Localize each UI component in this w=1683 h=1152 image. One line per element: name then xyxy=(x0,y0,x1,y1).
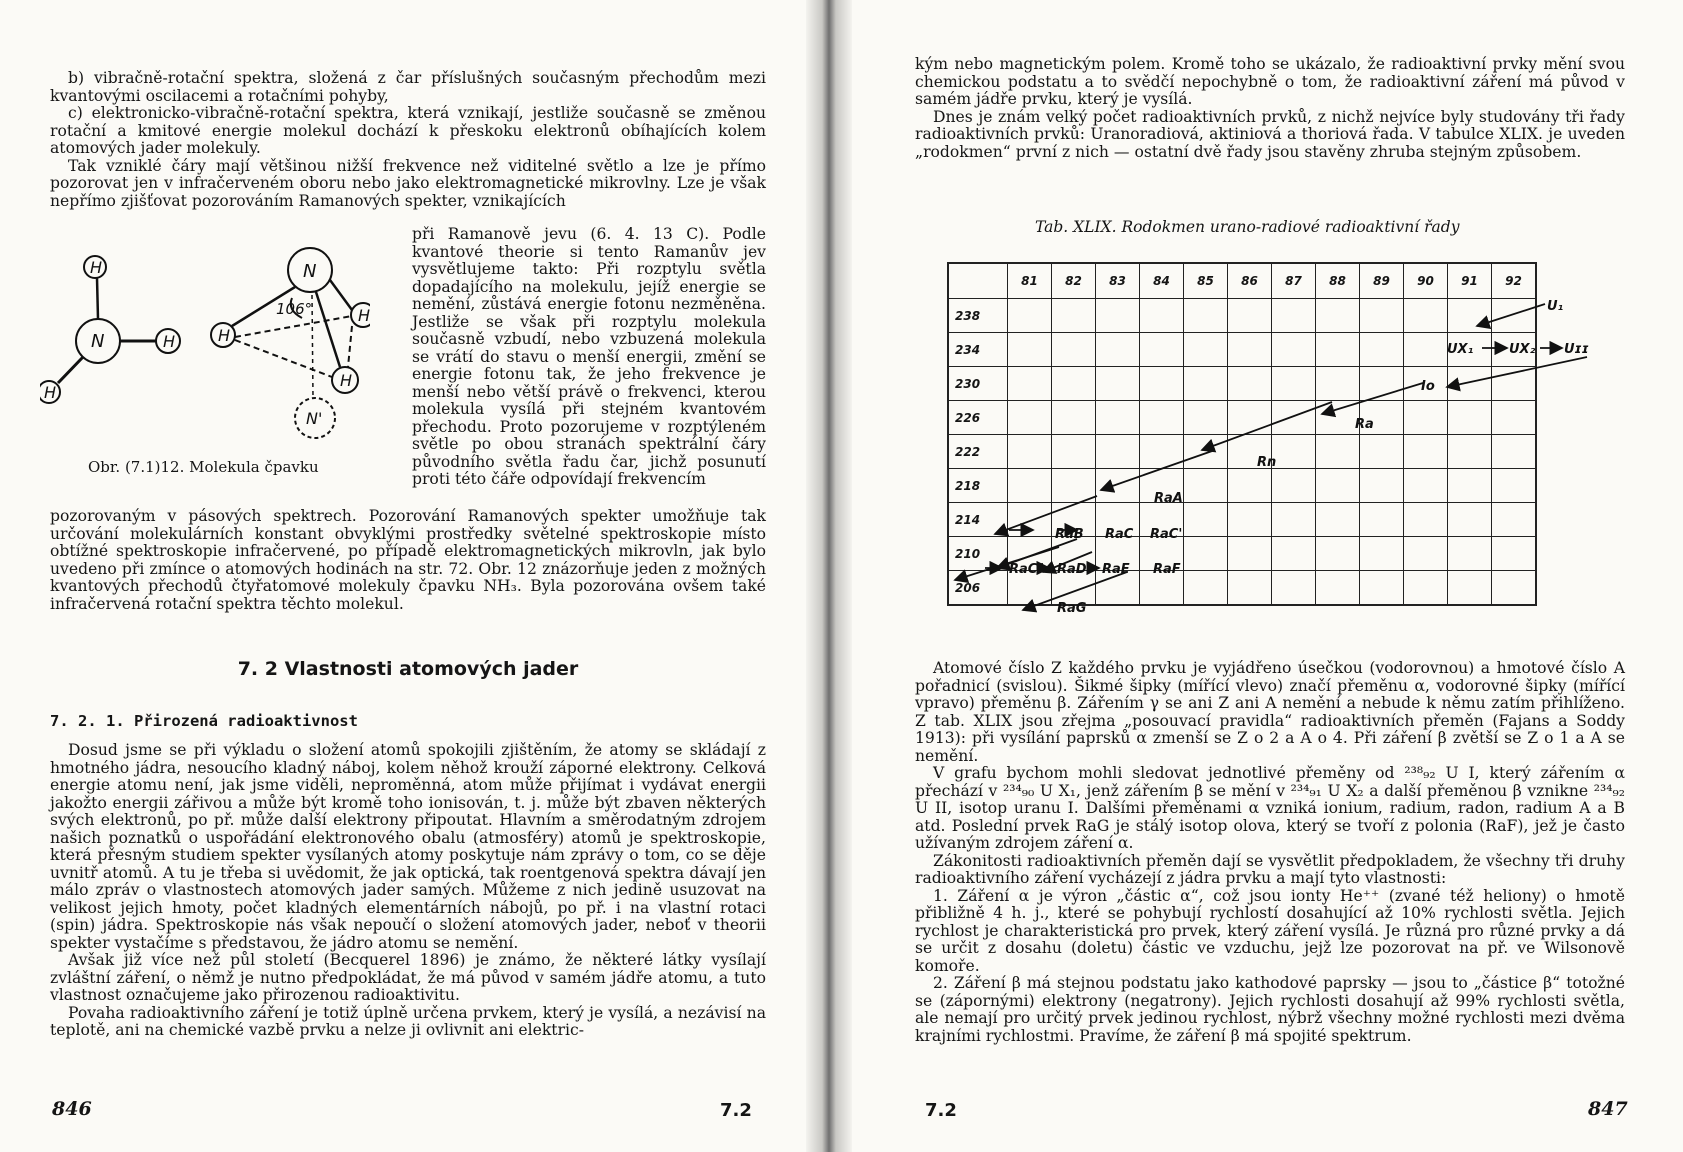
table-row xyxy=(948,299,1536,333)
nuclide-label: Ra xyxy=(1355,417,1374,432)
table-corner xyxy=(948,263,1008,299)
row-header: 222 xyxy=(948,435,1008,469)
paragraph: 1. Záření α je výron „částic α“, což jsou ionty He⁺⁺ (zvané též heliony) o hmotě přibližně 4 h. j., které se pohybují rychlostí dosahující až 10% rychlosti světla. Jejich rychlost je charakteristická pro prvek, který záření vysílá. Je různá pro různé prvky a dá se určit z dosahu (doletu) částic ve vzduchu, jejž lze pozorovat na př. ve Wilsonově komoře. xyxy=(915,886,1625,975)
section-marker-left: 7.2 xyxy=(720,1100,752,1121)
nitrogen-label: N xyxy=(303,261,317,282)
left-top-text xyxy=(50,70,766,210)
nuclide-label: RaA xyxy=(1154,491,1183,506)
hydrogen-label: H xyxy=(340,371,353,390)
col-header: 85 xyxy=(1184,263,1228,299)
col-header: 81 xyxy=(1008,263,1052,299)
paragraph: Tak vzniklé čáry mají většinou nižší frekvence než viditelné světlo a lze je přímo pozorovat jen v infračerveném oboru nebo jako elektromagnetické mikrovlny. Lze je však nepřímo zjišťovat pozorováním Ramanových spekter, vznikajících xyxy=(50,156,766,210)
right-body-text xyxy=(915,660,1625,1045)
paragraph: Zákonitosti radioaktivních přeměn dají se vysvětlit předpokladem, že všechny tři druhy radioaktivního záření vycházejí z jádra prvku a mají tyto vlastnosti: xyxy=(915,851,1625,887)
table-row xyxy=(948,333,1536,367)
paragraph: Dosud jsme se při výkladu o složení atomů spokojili zjištěním, že atomy se skládají z hmotného jádra, nesoucího kladný náboj, kolem něhož krouží záporné elektrony. Celková energie atomu není, jak jsme viděli, neproměnná, atom může přijímat i vydávat energii jakožto energii zářivou a může být kromě toho ionisován, t. j. může být zbaven některých svých elektronů, po př. může další elektrony připoutat. Hlavním a směrodatným zdrojem našich poznatků o uspořádání elektronového obalu (atmosféry) atomů je spektroskopie, která přesným studiem spekter vysílaných atomy poskytuje nám zprávy o tom, co se děje uvnitř atomů. A tu je třeba si uvědomit, že jak optická, tak roentgenová spektra dávají jen málo zpráv o vlastnostech atomových jader samých. Můžeme z nich jedině usuzovat na velikost jejich hmoty, počet kladných elementárních nábojů, po př. i na vlastní rotaci (spin) jádra. Spektroskopie nás však nepoučí o složení atomových jader, neboť v theorii spekter vystačíme s představou, že jádro atomu se nemění. xyxy=(50,741,766,952)
hydrogen-label: H xyxy=(358,306,370,325)
table-row xyxy=(948,401,1536,435)
after-figure-text xyxy=(50,508,766,613)
col-header: 84 xyxy=(1140,263,1184,299)
table-caption: Tab. XLIX. Rodokmen urano-radiové radioaktivní řady xyxy=(1035,218,1460,236)
col-header: 86 xyxy=(1228,263,1272,299)
nuclide-label: Uɪɪ xyxy=(1564,342,1589,357)
table-row xyxy=(948,503,1536,537)
nuclide-label: UX₁ xyxy=(1447,342,1474,357)
nuclide-label: RaD xyxy=(1057,562,1087,577)
section-marker-right: 7.2 xyxy=(925,1100,957,1121)
page-number-left: 846 xyxy=(52,1098,92,1120)
row-header: 206 xyxy=(948,571,1008,606)
col-header: 89 xyxy=(1360,263,1404,299)
table-row xyxy=(948,435,1536,469)
decay-chain-table xyxy=(947,262,1537,606)
paragraph: pozorovaným v pásových spektrech. Pozorování Ramanových spekter umožňuje tak určování molekulárních konstant obvyklými prostředky světelné spektroskopie místo obtížné spektroskopie infračervené, po případě elektromagnetických mikrovln, jak bylo uvedeno při zmínce o atomových hodinách na str. 72. Obr. 12 znázorňuje jeden z možných kvantových přechodů čtyřatomové molekuly čpavku NH₃. Byla pozorována ovšem také infračervená rotační spektra těchto molekul. xyxy=(50,507,766,613)
nuclide-label: Rn xyxy=(1257,455,1277,470)
paragraph: Dnes je znám velký počet radioaktivních prvků, z nichž nejvíce byly studovány tři řady radioaktivních prvků: Uranoradiová, aktiniová a thoriová řada. V tabulce XLIX. je uveden „rodokmen“ první z nich — ostatní dvě řady jsou stavěny zhruba stejným způsobem. xyxy=(915,107,1625,161)
nuclide-label: U₁ xyxy=(1547,299,1564,314)
nuclide-label: Io xyxy=(1421,379,1435,394)
nuclide-label: UX₂ xyxy=(1509,342,1536,357)
side-text xyxy=(412,226,766,489)
nuclide-label: RaC' xyxy=(1150,527,1183,542)
nuclide-label: RaF xyxy=(1153,562,1181,577)
col-header: 87 xyxy=(1272,263,1316,299)
nuclide-label: RaB xyxy=(1055,527,1084,542)
table-header-row xyxy=(948,263,1536,299)
page-number-right: 847 xyxy=(1588,1098,1628,1120)
paragraph: Povaha radioaktivního záření je totiž úplně určena prvkem, který je vysílá, a nezávisí na teplotě, ani na chemické vazbě prvku a nelze ji ovlivnit ani elektric- xyxy=(50,1003,766,1039)
hydrogen-label: H xyxy=(44,383,57,402)
nuclide-label: RaC" xyxy=(1009,562,1045,577)
table-row xyxy=(948,571,1536,606)
col-header: 82 xyxy=(1052,263,1096,299)
nitrogen-label: N xyxy=(91,331,105,352)
nuclide-label: RaG xyxy=(1057,601,1087,616)
col-header: 88 xyxy=(1316,263,1360,299)
paragraph: Avšak již více než půl století (Becquerel 1896) je známo, že některé látky vysílají zvláštní záření, o němž je nutno předpokládat, že má původ v samém jádře atomu, a tuto vlastnost označujeme jako přirozenou radioaktivitu. xyxy=(50,951,766,1004)
row-header: 210 xyxy=(948,537,1008,571)
book-gutter xyxy=(806,0,852,1152)
paragraph: kým nebo magnetickým polem. Kromě toho se ukázalo, že radioaktivní prvky mění svou chemickou podstatu a to svědčí nepochybně o tom, že radioaktivní záření má původ v samém jádře prvku, který je vysílá. xyxy=(915,55,1625,108)
paragraph: V grafu bychom mohli sledovat jednotlivé přeměny od ²³⁸₉₂ U I, který zářením α přechází v ²³⁴₉₀ U X₁, jenž zářením β se mění v ²³⁴₉₁ U X₂ a další přeměnou β vznikne ²³⁴₉₂ U II, isotop uranu I. Dalšími přeměnami α vzniká ionium, radium, radon, radium A a B atd. Poslední prvek RaG je stálý isotop olova, který se tvoří z polonia (RaF), jež je často užívaným zdrojem záření α. xyxy=(915,764,1625,852)
row-header: 234 xyxy=(948,333,1008,367)
ammonia-molecule-figure xyxy=(40,240,370,455)
table-row xyxy=(948,367,1536,401)
hydrogen-label: H xyxy=(218,326,231,345)
row-header: 238 xyxy=(948,299,1008,333)
col-header: 91 xyxy=(1448,263,1492,299)
table-row xyxy=(948,537,1536,571)
nuclide-label: RaC xyxy=(1105,527,1134,542)
row-header: 218 xyxy=(948,469,1008,503)
left-body-text xyxy=(50,742,766,1040)
paragraph: c) elektronicko-vibračně-rotační spektra, která vznikají, jestliže současně se změnou rotační a kmitové energie molekul dochází k přeskoku elektronů obíhajících kolem atomových jader molekuly. xyxy=(50,104,766,157)
col-header: 83 xyxy=(1096,263,1140,299)
paragraph: 2. Záření β má stejnou podstatu jako kathodové paprsky — jsou to „částice β“ totožné se (zápornými) elektrony (negatrony). Jejich rychlosti dosahují až 99% rychlosti světla, ale nemají pro určitý prvek jedinou rychlost, nýbrž všechny možné rychlosti mezi dvěma krajními rychlostmi. Pravíme, že záření β má spojité spektrum. xyxy=(915,974,1625,1045)
paragraph: při Ramanově jevu (6. 4. 13 C). Podle kvantové theorie si tento Ramanův jev vysvětlujeme takto: Při rozptylu světla dopadajícího na molekulu, jejíž energie se nemění, zůstává energie fotonu nezměněna. Jestliže se však při rozptylu molekula současně vzbudí, nebo vzbuzená molekula se vrátí do stavu o menší energii, změní se energie fotonu tak, že jeho frekvence je menší nebo větší právě o frekvenci, kterou molekula vysílá při stejném kvantovém přechodu. Proto pozorujeme v rozptýleném světle po obou stranách spektrální čáry původního světla řadu čar, jichž posunutí proti této čáře odpovídají frekvencím xyxy=(412,225,766,488)
nuclide-label: RaE xyxy=(1102,562,1130,577)
nitrogen-prime-label: N' xyxy=(306,409,323,428)
hydrogen-label: H xyxy=(90,258,103,277)
row-header: 230 xyxy=(948,367,1008,401)
section-title: 7. 2 Vlastnosti atomových jader xyxy=(237,658,579,680)
paragraph: Atomové číslo Z každého prvku je vyjádřeno úsečkou (vodorovnou) a hmotové číslo A pořadnicí (svislou). Šikmé šipky (mířící vlevo) značí přeměnu α, vodorovné šipky (mířící vpravo) přeměnu β. Zářením γ se ani Z ani A nemění a nebude k němu zatím přihlíženo. Z tab. XLIX jsou zřejma „posouvací pravidla“ radioaktivních přeměn (Fajans a Soddy 1913): při vysílání paprsků α zmenší se Z o 2 a A o 4. Při záření β zvětší se Z o 1 a A se nemění. xyxy=(915,659,1625,765)
angle-label: 106° xyxy=(276,300,313,318)
right-top-text xyxy=(915,56,1625,161)
subsection-title: 7. 2. 1. Přirozená radioaktivnost xyxy=(50,712,358,730)
row-header: 226 xyxy=(948,401,1008,435)
figure-caption: Obr. (7.1)12. Molekula čpavku xyxy=(88,458,319,476)
hydrogen-label: H xyxy=(163,332,176,351)
row-header: 214 xyxy=(948,503,1008,537)
col-header: 90 xyxy=(1404,263,1448,299)
col-header: 92 xyxy=(1492,263,1537,299)
table-row xyxy=(948,469,1536,503)
paragraph: b) vibračně-rotační spektra, složená z čar příslušných současným přechodům mezi kvantovými oscilacemi a rotačními pohyby, xyxy=(50,69,766,105)
